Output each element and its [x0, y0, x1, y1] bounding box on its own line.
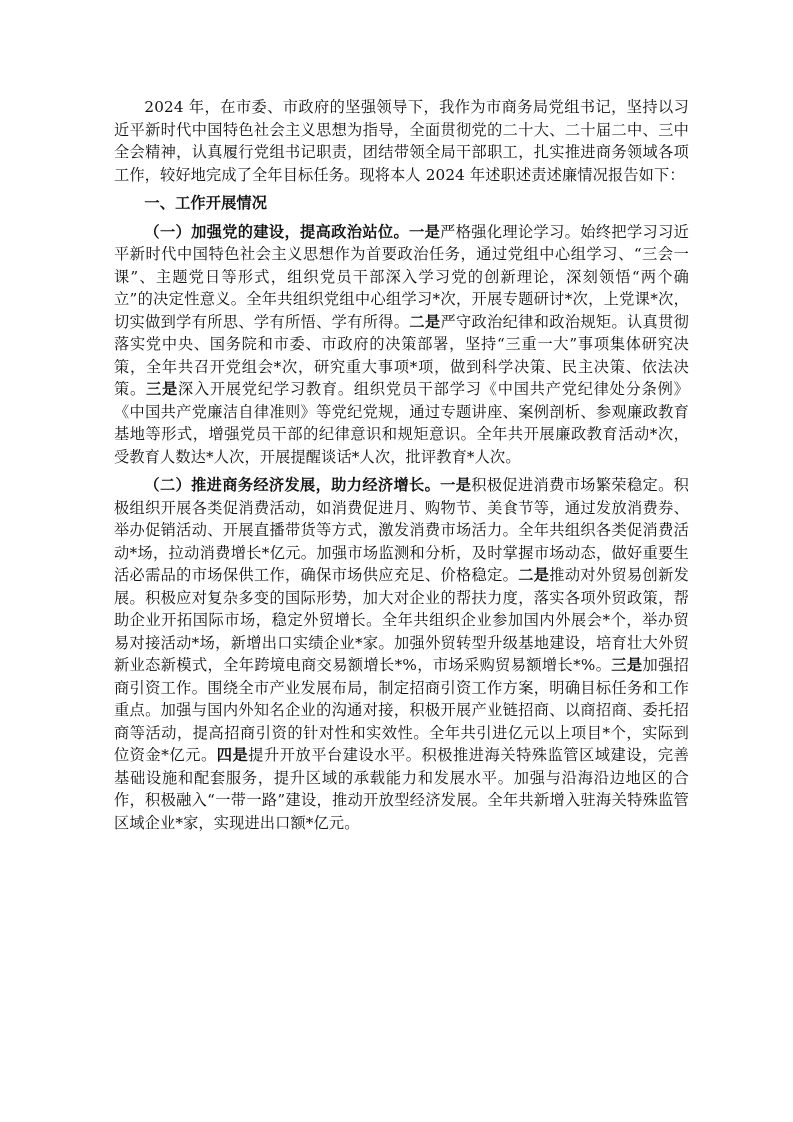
text-third: 加强招商引资工作。围绕全市产业发展布局，制定招商引资工作方案，明确目标任务和工作重点。加强与国内外知名企业的沟通对接，积极开展产业链招商、以商招商、委托招商等活动，提高招商引资的针对性和实效性。全年共引进亿元以上项目*个，实际到位资金*亿元。 — [114, 656, 690, 764]
marker-second: 二是 — [409, 312, 441, 331]
marker-first: 一是 — [440, 476, 472, 494]
text-first: 积极促进消费市场繁荣稳定。积极组织开展各类促消费活动，如消费促进月、购物节、美食节等，通过发放消费券、举办促销活动、开展直播带货等方式，激发消费市场活力。全年共组织各类促消费活动*场，拉动消费增长*亿元。加强市场监测和分析，及时掌握市场动态，做好重要生活必需品的市场保供工作，确保市场供应充足、价格稳定。 — [114, 476, 689, 584]
intro-paragraph: 2024 年，在市委、市政府的坚强领导下，我作为市商务局党组书记，坚持以习近平新时代中国特色社会主义思想为指导，全面贯彻党的二十大、二十届二中、三中全会精神，认真履行党组书记职责，团结带领全局干部职工，扎实推进商务领域各项工作，较好地完成了全年目标任务。现将本人 2024 年述职述责述廉情况报告如下： — [114, 98, 689, 184]
text-second: 推动对外贸易创新发展。积极应对复杂多变的国际形势，加大对企业的帮扶力度，落实各项外贸政策，帮助企业开拓国际市场，稳定外贸增长。全年共组织企业参加国内外展会*个，举办贸易对接活动*场，新增出口实绩企业*家。加强外贸转型升级基地建设，培育壮大外贸新业态新模式，全年跨境电商交易额增长*%，市场采购贸易额增长*%。 — [114, 566, 689, 674]
marker-fourth: 四是 — [216, 746, 249, 764]
paragraph-commerce-development — [114, 474, 689, 834]
text-third: 深入开展党纪学习教育。组织党员干部学习《中国共产党纪律处分条例》《中国共产党廉洁自律准则》等党纪党规，通过专题讲座、案例剖析、参观廉政教育基地等形式，增强党员干部的纪律意识和规矩意识。全年共开展廉政教育活动*次，受教育人数达*人次，开展提醒谈话*人次，批评教育*人次。 — [114, 380, 689, 466]
text-first: 严格强化理论学习。始终把学习习近平新时代中国特色社会主义思想作为首要政治任务，通过党组中心组学习、“三会一课”、主题党日等形式，组织党员干部深入学习党的创新理论，深刻领悟“两个确立”的决定性意义。全年共组织党组中心组学习*次，开展专题研讨*次，上党课*次，切实做到学有所思、学有所悟、学有所得。 — [114, 222, 689, 331]
subsection-title: （二）推进商务经济发展，助力经济增长。 — [144, 476, 441, 494]
section-heading: 一、工作开展情况 — [144, 194, 268, 212]
text-second: 严守政治纪律和政治规矩。认真贯彻落实党中央、国务院和市委、市政府的决策部署，坚持“三重一大”事项集体研究决策，全年共召开党组会*次，研究重大事项*项，做到科学决策、民主决策、依法决策。 — [114, 312, 689, 398]
document-page — [114, 96, 689, 840]
marker-third: 三是 — [145, 380, 178, 398]
marker-second: 二是 — [518, 566, 550, 584]
subsection-title: （一）加强党的建设，提高政治站位。 — [144, 222, 410, 241]
marker-third: 三是 — [611, 656, 643, 674]
marker-first: 一是 — [409, 222, 441, 241]
paragraph-party-building — [114, 221, 689, 469]
text-fourth: 提升开放平台建设水平。积极推进海关特殊监管区域建设，完善基础设施和配套服务，提升区域的承载能力和发展水平。加强与沿海沿边地区的合作，积极融入“一带一路”建设，推动开放型经济发展。全年共新增入驻海关特殊监管区域企业*家，实现进出口额*亿元。 — [114, 746, 689, 832]
